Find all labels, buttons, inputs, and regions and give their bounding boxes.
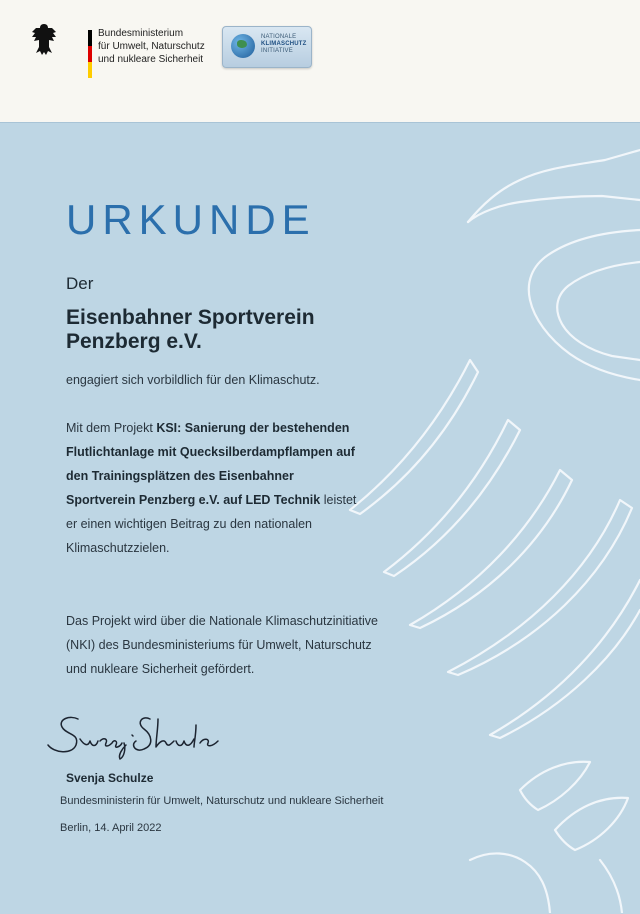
ministry-line: und nukleare Sicherheit [98,54,204,65]
signer-name: Svenja Schulze [66,771,154,785]
ministry-line: Bundesministerium [98,28,184,39]
handwritten-signature-icon [40,705,240,765]
organization-name-line: Eisenbahner Sportverein [66,306,315,329]
funding-statement: Das Projekt wird über die Nationale Klimaschutzinitiative (NKI) des Bundesministeriums für Umwelt, Naturschutz und nukleare Sicherheit gefördert. [66,614,378,676]
certificate-title: URKUNDE [66,196,316,243]
intro-text: Der [66,274,94,293]
nki-badge-line: KLIMASCHUTZ [261,41,307,47]
project-suffix: leistet er einen wichtigen Beitrag zu den nationalen Klimaschutzzielen. [66,493,357,555]
project-prefix: Mit dem Projekt [66,421,157,435]
issue-date: Berlin, 14. April 2022 [60,822,162,834]
organization-name-line: Penzberg e.V. [66,330,202,353]
project-name: KSI: Sanierung der bestehenden Flutlichtanlage mit Quecksilberdampflampen auf den Trainingsplätzen des Eisenbahner Sportverein Penzberg e.V. auf LED Technik [66,421,355,507]
nki-badge-line: INITIATIVE [261,48,293,54]
commitment-statement: engagiert sich vorbildlich für den Klimaschutz. [66,373,320,387]
organization-name [66,306,406,354]
signer-title: Bundesministerin für Umwelt, Naturschutz und nukleare Sicherheit [60,795,384,807]
ministry-line: für Umwelt, Naturschutz [98,41,205,52]
project-description [66,416,366,560]
nki-badge-line: NATIONALE [261,34,297,40]
